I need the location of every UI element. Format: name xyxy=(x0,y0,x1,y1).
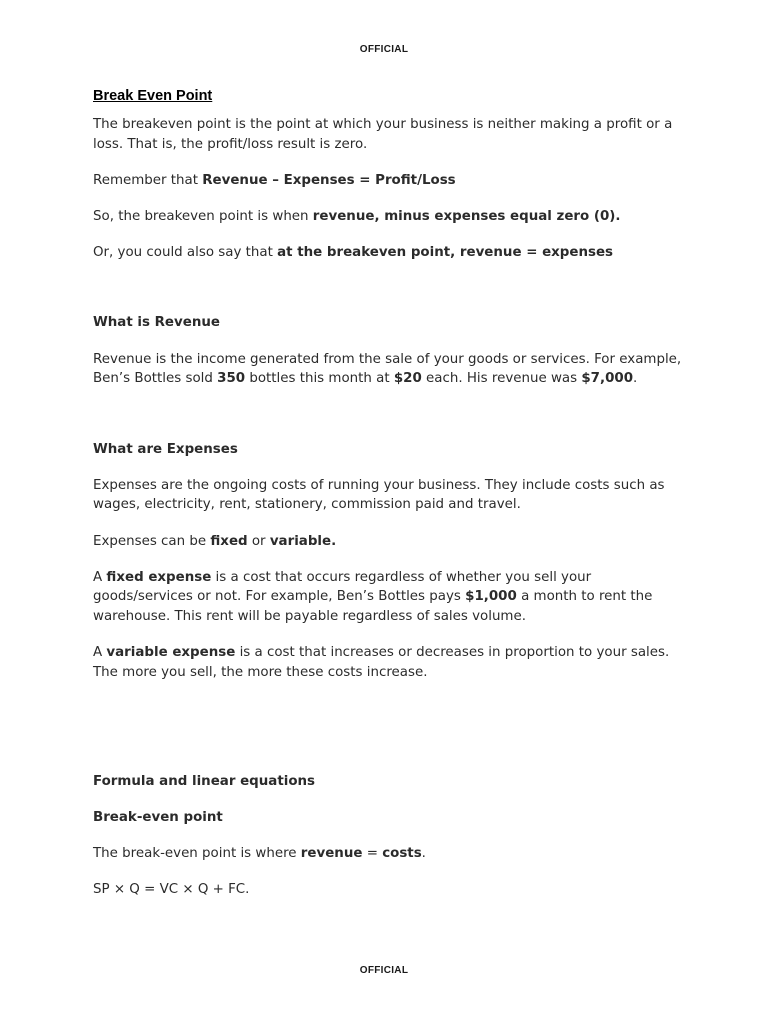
revenue-paragraph: Revenue is the income generated from the sale of your goods or services. For example, Ben’s Bottles sold 350 bottles this month at $20 each. His revenue was $7,000. xyxy=(93,351,682,387)
page-title: Break Even Point xyxy=(93,88,213,104)
break-even-subheading: Break-even point xyxy=(93,810,223,826)
breakeven-zero-paragraph: So, the breakeven point is when revenue, minus expenses equal zero (0). xyxy=(93,208,621,224)
break-even-definition-paragraph: The break-even point is where revenue = costs. xyxy=(93,846,426,862)
revenue-equals-expenses-paragraph: Or, you could also say that at the breakeven point, revenue = expenses xyxy=(93,244,614,260)
formula-heading: Formula and linear equations xyxy=(93,774,316,790)
intro-paragraph: The breakeven point is the point at which your business is neither making a profit or a loss. That is, the profit/loss result is zero. xyxy=(93,117,673,152)
variable-expense-paragraph: A variable expense is a cost that increases or decreases in proportion to your sales. The more you sell, the more these costs increase. xyxy=(93,644,670,680)
expenses-heading: What are Expenses xyxy=(93,441,238,457)
expenses-paragraph: Expenses are the ongoing costs of running your business. They include costs such as wages, electricity, rent, stationery, commission paid and travel. xyxy=(93,477,665,513)
fixed-expense-paragraph: A fixed expense is a cost that occurs regardless of whether you sell your goods/services or not. For example, Ben’s Bottles pays $1,000 a month to rent the warehouse. This rent will be payable regardless of sales volume. xyxy=(93,569,653,624)
break-even-equation: SP × Q = VC × Q + FC. xyxy=(93,882,250,898)
header-classification-mark: OFFICIAL xyxy=(359,44,409,55)
footer-classification-mark: OFFICIAL xyxy=(359,965,409,976)
fixed-or-variable-paragraph: Expenses can be fixed or variable. xyxy=(93,533,337,549)
revenue-heading: What is Revenue xyxy=(93,315,220,331)
profit-loss-equation-paragraph: Remember that Revenue – Expenses = Profit/Loss xyxy=(93,172,456,188)
document-body xyxy=(93,86,683,900)
